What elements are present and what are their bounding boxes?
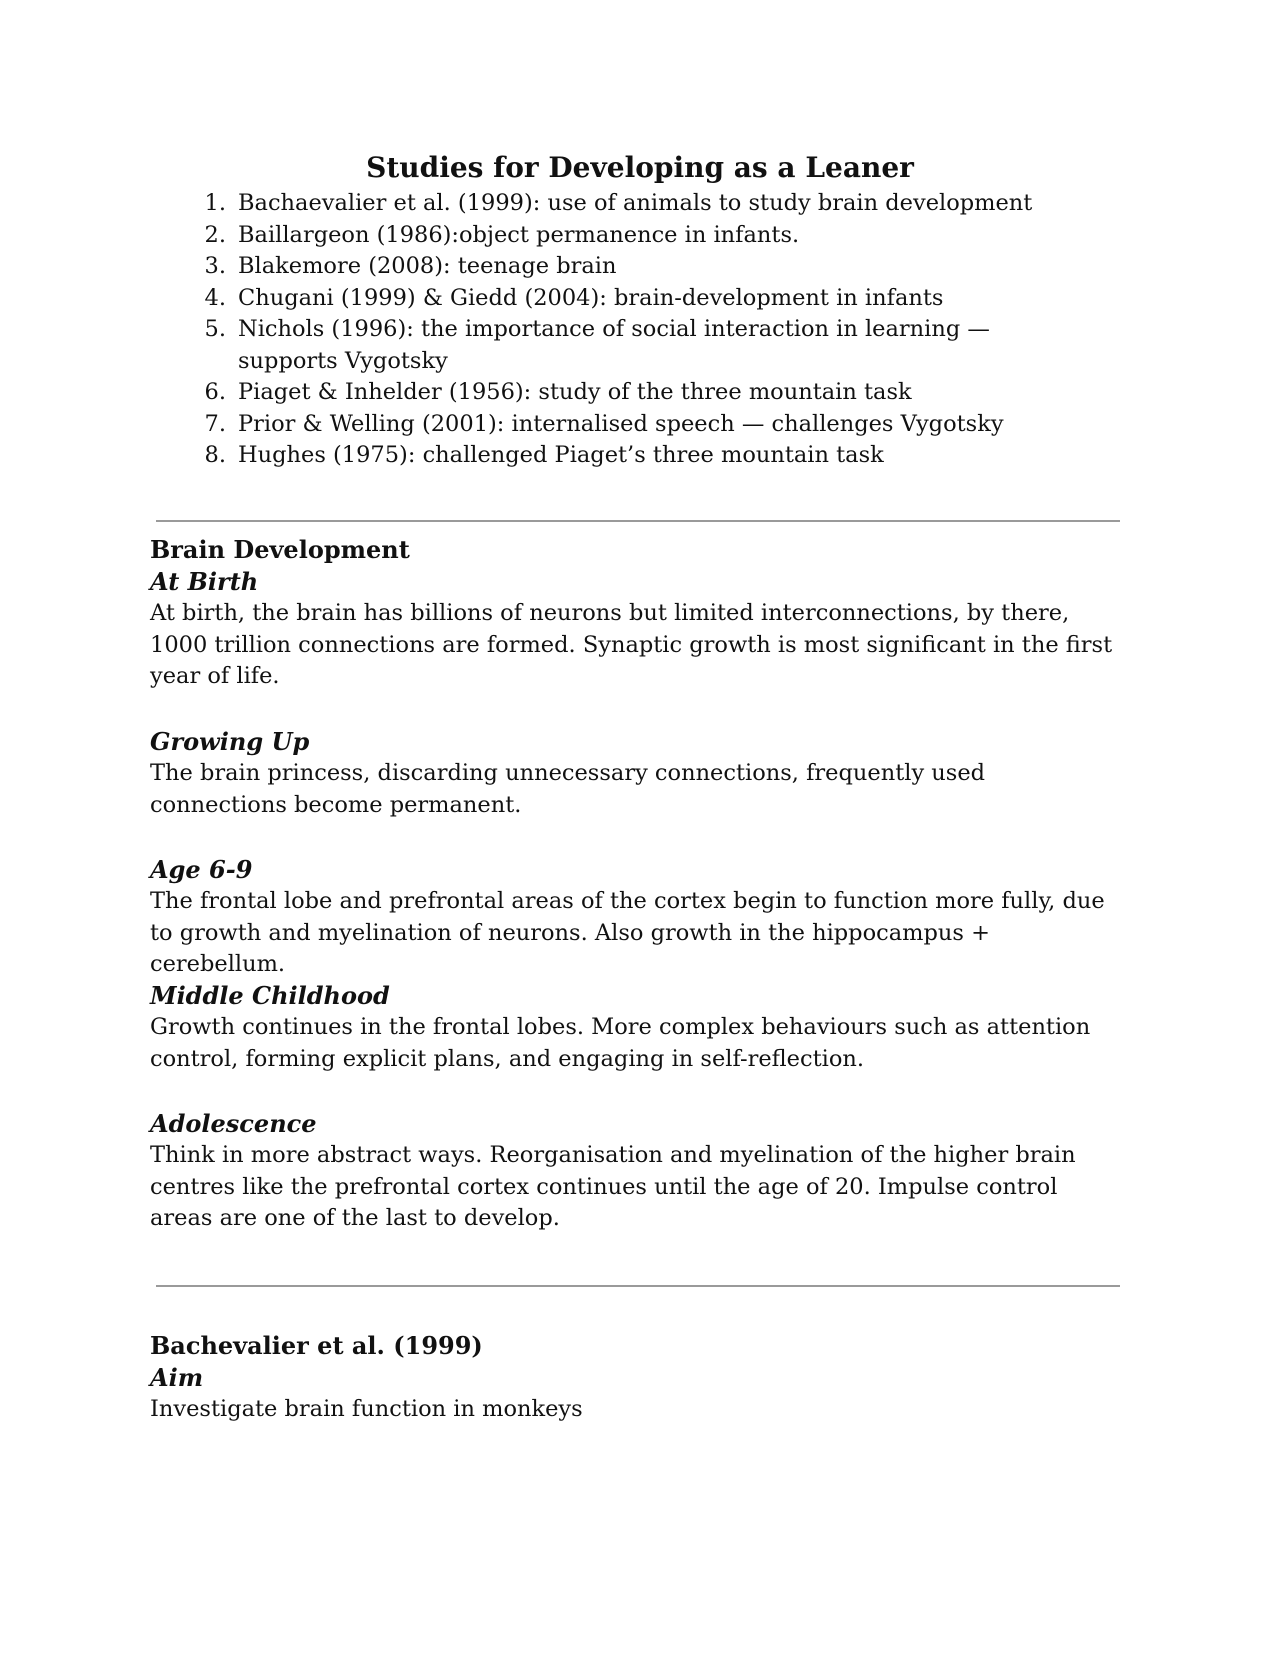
section-heading: Bachevalier et al. (1999) [150,1331,483,1360]
page-title: Studies for Developing as a Leaner [366,151,914,184]
list-item-text: Piaget & Inhelder (1956): study of the three mountain task [238,379,912,405]
paragraph-at-birth: At birth, the brain has billions of neurons but limited interconnections, by there, 1000 trillion connections are formed. Synaptic growth is most significant in the first year of life. [150,600,1113,689]
horizontal-divider [156,520,1120,522]
subheading-aim: Aim [150,1363,204,1392]
subheading-middle-childhood: Middle Childhood [150,981,390,1010]
age-6-9-block [150,854,1120,981]
paragraph-growing-up: The brain princess, discarding unnecessary connections, frequently used connections become permanent. [150,760,986,818]
list-item [188,283,1088,315]
list-item-text: Blakemore (2008): teenage brain [238,253,617,279]
list-number: 6. [204,379,226,405]
list-item [188,251,1088,283]
bachevalier-section [150,1330,1120,1426]
list-number: 7. [204,410,226,437]
subheading-growing-up: Growing Up [150,727,310,756]
paragraph-middle-childhood: Growth continues in the frontal lobes. More complex behaviours such as attention control, forming explicit plans, and engaging in self-reflection. [150,1014,1091,1072]
list-item [188,188,1088,220]
studies-list [188,188,1088,472]
subheading-adolescence: Adolescence [150,1109,317,1138]
list-number: 1. [204,190,226,216]
adolescence-block [150,1108,1120,1235]
list-number: 4. [204,284,226,311]
list-item [188,220,1088,252]
list-item-text: Prior & Welling (2001): internalised speech — challenges Vygotsky [238,410,1004,437]
list-number: 3. [204,253,226,279]
list-item [188,314,1088,377]
horizontal-divider [156,1285,1120,1287]
list-item-text: Chugani (1999) & Giedd (2004): brain-development in infants [238,284,944,311]
list-number: 8. [204,442,226,468]
section-heading: Brain Development [150,535,410,564]
list-item [188,409,1088,441]
growing-up-block [150,726,1120,821]
paragraph-adolescence: Think in more abstract ways. Reorganisation and myelination of the higher brain centres like the prefrontal cortex continues until the age of 20. Impulse control areas are one of the last to develop. [150,1142,1076,1231]
list-item [188,377,1088,409]
paragraph-aim: Investigate brain function in monkeys [150,1396,583,1422]
list-item-text: Bachaevalier et al. (1999): use of animals to study brain development [238,190,1033,216]
list-number: 5. [204,316,226,342]
list-item [188,440,1088,472]
subheading-age-6-9: Age 6-9 [150,855,253,884]
subheading-at-birth: At Birth [150,567,259,596]
paragraph-age-6-9: The frontal lobe and prefrontal areas of the cortex begin to function more fully, due to growth and myelination of neurons. Also growth in the hippocampus + cerebellum. [150,888,1105,977]
list-number: 2. [204,221,226,248]
list-item-text: Hughes (1975): challenged Piaget’s three mountain task [238,442,884,468]
middle-childhood-block [150,980,1120,1075]
list-item-text: Baillargeon (1986):object permanence in infants. [238,221,800,248]
list-item-text: Nichols (1996): the importance of social interaction in learning — supports Vygotsky [238,316,990,374]
brain-development-section [150,534,1120,693]
